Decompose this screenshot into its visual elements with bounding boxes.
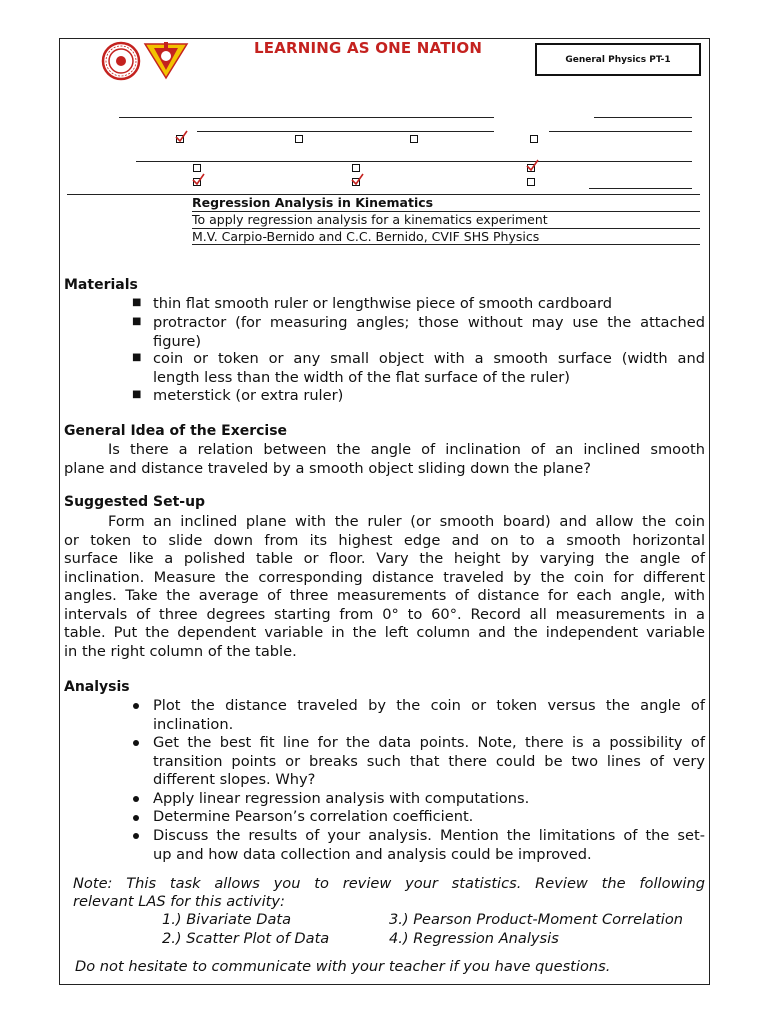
checkbox-checked[interactable]	[352, 178, 360, 186]
note-line: relevant LAS for this activity:	[73, 893, 285, 910]
las-item: 4.) Regression Analysis	[389, 930, 559, 947]
bullet-icon	[133, 740, 139, 746]
bullet-icon: ■	[132, 389, 142, 400]
bullet-icon	[133, 815, 139, 821]
page-title: LEARNING AS ONE NATION	[254, 39, 483, 57]
setup-text: Form an inclined plane with the ruler (or smooth board) and allow the coin or token to slide down from its highest edge and on to a smooth horizontal surface like a polished table or floor. Vary the height by varying the angle of inclination. Measure the corresponding distance traveled by the coin for different angles. Take the average of three measurements of distance for each angle, with intervals of three degrees starting from 0° to 60°. Record all measurements in a table. Put the dependent variable in the left column and the independent variable in the right column of the table.	[64, 513, 705, 660]
checkbox-checked[interactable]	[176, 135, 184, 143]
checkbox-checked[interactable]	[527, 164, 535, 172]
materials-heading: Materials	[64, 277, 138, 293]
analysis-item: Apply linear regression analysis with computations.	[153, 790, 530, 807]
checkbox[interactable]	[295, 135, 303, 143]
checkbox[interactable]	[527, 178, 535, 186]
materials-item: thin flat smooth ruler or lengthwise piece of smooth cardboard	[153, 295, 612, 312]
form-line	[197, 131, 494, 132]
materials-item: protractor (for measuring angles; those without may use the attached figure)	[153, 314, 705, 350]
subject-code: General Physics PT-1	[565, 54, 671, 65]
subject-code-box	[535, 43, 701, 76]
checkbox[interactable]	[530, 135, 538, 143]
setup-heading: Suggested Set-up	[64, 494, 206, 510]
checkbox[interactable]	[352, 164, 360, 172]
school-seal-logo	[99, 41, 144, 81]
bullet-icon	[133, 703, 139, 709]
form-line	[119, 117, 494, 118]
form-line	[594, 117, 692, 118]
closing-note: Do not hesitate to communicate with your teacher if you have questions.	[75, 958, 611, 975]
authors: M.V. Carpio-Bernido and C.C. Bernido, CVIF SHS Physics	[192, 229, 540, 244]
general-idea-text: Is there a relation between the angle of inclination of an inclined smooth plane and distance traveled by a smooth object sliding down the plane?	[64, 441, 705, 477]
las-item: 1.) Bivariate Data	[162, 911, 292, 928]
materials-item: coin or token or any small object with a smooth surface (width and length less than the width of the flat surface of the ruler)	[153, 350, 705, 386]
bullet-icon: ■	[132, 297, 142, 308]
las-item: 3.) Pearson Product-Moment Correlation	[389, 911, 684, 928]
materials-item: meterstick (or extra ruler)	[153, 387, 344, 404]
note-line: Note: This task allows you to review your statistics. Review the following	[73, 875, 705, 892]
analysis-heading: Analysis	[64, 679, 130, 695]
analysis-item: Get the best fit line for the data points. Note, there is a possibility of transition points or breaks such that there could be two lines of very different slopes. Why?	[153, 734, 705, 788]
analysis-item: Plot the distance traveled by the coin or token versus the angle of inclination.	[153, 697, 705, 733]
form-line	[589, 188, 692, 189]
checkbox[interactable]	[193, 164, 201, 172]
bullet-icon	[133, 796, 139, 802]
checkbox[interactable]	[410, 135, 418, 143]
analysis-item: Determine Pearson’s correlation coefficient.	[153, 808, 474, 825]
bullet-icon: ■	[132, 316, 142, 327]
objective: To apply regression analysis for a kinematics experiment	[192, 212, 548, 227]
topic: Regression Analysis in Kinematics	[192, 195, 434, 210]
bullet-icon	[133, 833, 139, 839]
general-idea-heading: General Idea of the Exercise	[64, 423, 288, 439]
info-line	[192, 244, 700, 245]
bullet-icon: ■	[132, 352, 142, 363]
analysis-item: Discuss the results of your analysis. Mention the limitations of the set- up and how data collection and analysis could be improved.	[153, 827, 705, 863]
las-item: 2.) Scatter Plot of Data	[162, 930, 330, 947]
form-line	[136, 161, 692, 162]
deped-logo	[142, 40, 190, 80]
checkbox-checked[interactable]	[193, 178, 201, 186]
form-line	[549, 131, 692, 132]
